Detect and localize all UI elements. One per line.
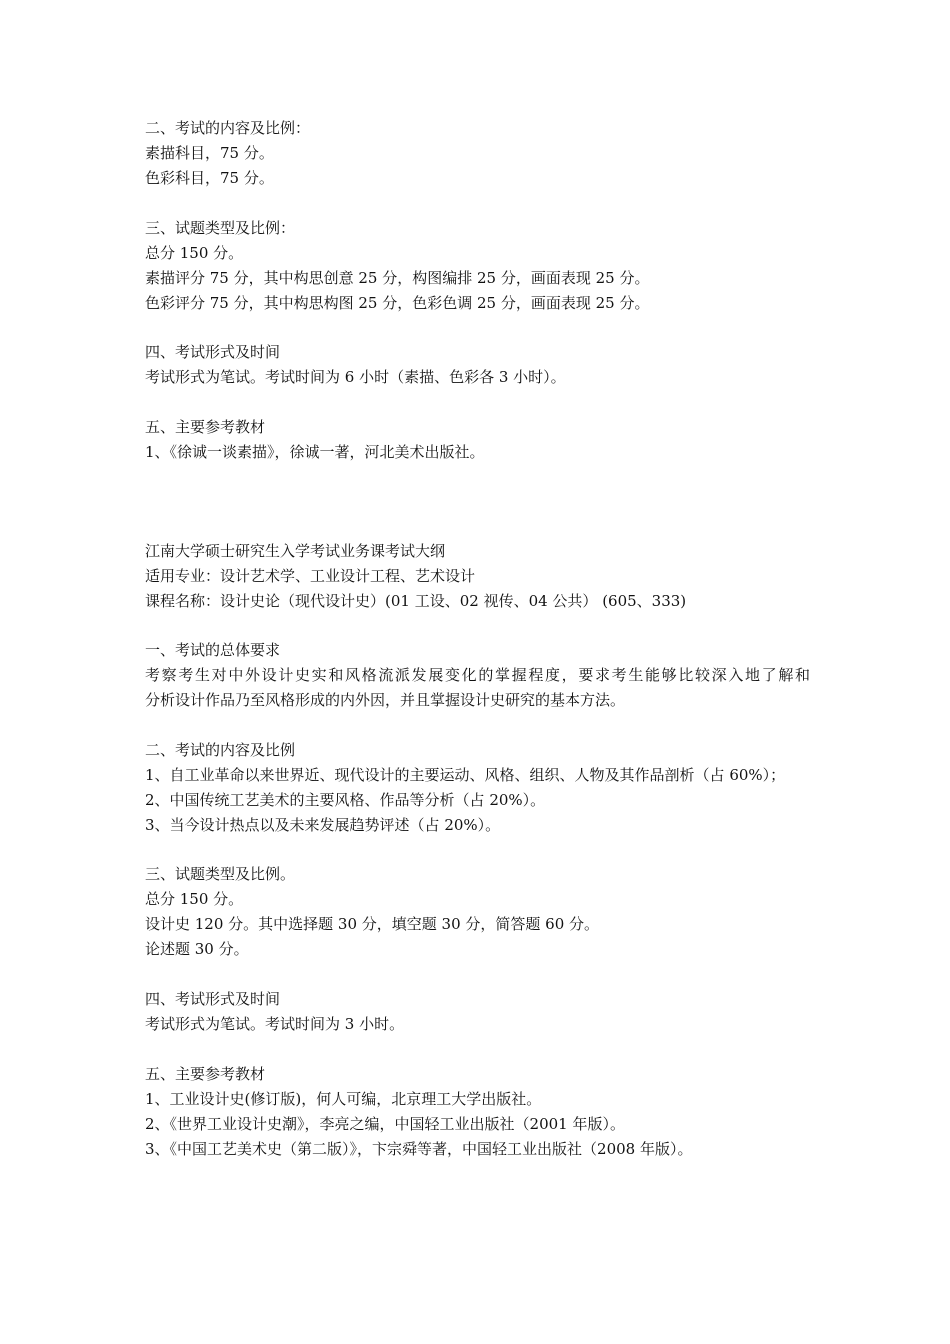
list-item: 色彩评分 75 分，其中构思构图 25 分，色彩色调 25 分，画面表现 25 分。: [145, 294, 650, 312]
list-item: 素描评分 75 分，其中构思创意 25 分，构图编排 25 分，画面表现 25 分。: [145, 269, 650, 287]
section-heading: 二、考试的内容及比例：: [145, 119, 311, 137]
list-item: 3、《中国工艺美术史（第二版）》，卞宗舜等著，中国轻工业出版社（2008 年版）。: [145, 1140, 693, 1158]
paragraph-line: 分析设计作品乃至风格形成的内外因，并且掌握设计史研究的基本方法。: [145, 691, 626, 709]
section-exam-form-2: [145, 987, 825, 1037]
section-references-2: [145, 1062, 825, 1162]
section-heading: 五、主要参考教材: [145, 1065, 266, 1083]
list-item: 1、自工业革命以来世界近、现代设计的主要运动、风格、组织、人物及其作品剖析（占 60%）；: [145, 766, 786, 784]
list-item: 设计史 120 分。其中选择题 30 分，填空题 30 分，简答题 60 分。: [145, 915, 600, 933]
section-general-requirements: [145, 638, 825, 713]
section-heading: 三、试题类型及比例。: [145, 865, 296, 883]
list-item: 论述题 30 分。: [145, 940, 249, 958]
section-heading: 五、主要参考教材: [145, 418, 266, 436]
list-item: 2、《世界工业设计史潮》，李亮之编，中国轻工业出版社（2001 年版）。: [145, 1115, 625, 1133]
syllabus-header: [145, 539, 825, 614]
section-question-types-2: [145, 862, 825, 962]
paragraph-line: 考察考生对中外设计史实和风格流派发展变化的掌握程度，要求考生能够比较深入地了解和: [145, 666, 810, 684]
section-question-types-1: [145, 216, 825, 316]
paragraph: 考试形式为笔试。考试时间为 3 小时。: [145, 1015, 405, 1033]
section-heading: 四、考试形式及时间: [145, 990, 281, 1008]
list-item: 1、《徐诚一谈素描》，徐诚一著，河北美术出版社。: [145, 443, 485, 461]
paragraph: 考试形式为笔试。考试时间为 6 小时（素描、色彩各 3 小时）。: [145, 368, 566, 386]
course-name: 课程名称：设计史论（现代设计史）(01 工设、02 视传、04 公共） (605、333): [145, 592, 687, 610]
list-item: 总分 150 分。: [145, 890, 244, 908]
list-item: 2、中国传统工艺美术的主要风格、作品等分析（占 20%）。: [145, 791, 546, 809]
list-item: 素描科目，75 分。: [145, 144, 274, 162]
document-title: 江南大学硕士研究生入学考试业务课考试大纲: [145, 542, 446, 560]
section-exam-content-2: [145, 738, 825, 838]
section-heading: 四、考试形式及时间: [145, 343, 281, 361]
list-item: 色彩科目，75 分。: [145, 169, 274, 187]
section-exam-form-1: [145, 340, 825, 390]
section-heading: 二、考试的内容及比例: [145, 741, 296, 759]
section-heading: 三、试题类型及比例：: [145, 219, 296, 237]
list-item: 总分 150 分。: [145, 244, 244, 262]
section-references-1: [145, 415, 825, 465]
section-exam-content-1: [145, 116, 825, 191]
section-heading: 一、考试的总体要求: [145, 641, 281, 659]
list-item: 1、工业设计史(修订版)，何人可编，北京理工大学出版社。: [145, 1090, 542, 1108]
applicable-major: 适用专业：设计艺术学、工业设计工程、艺术设计: [145, 567, 476, 585]
list-item: 3、当今设计热点以及未来发展趋势评述（占 20%）。: [145, 816, 501, 834]
